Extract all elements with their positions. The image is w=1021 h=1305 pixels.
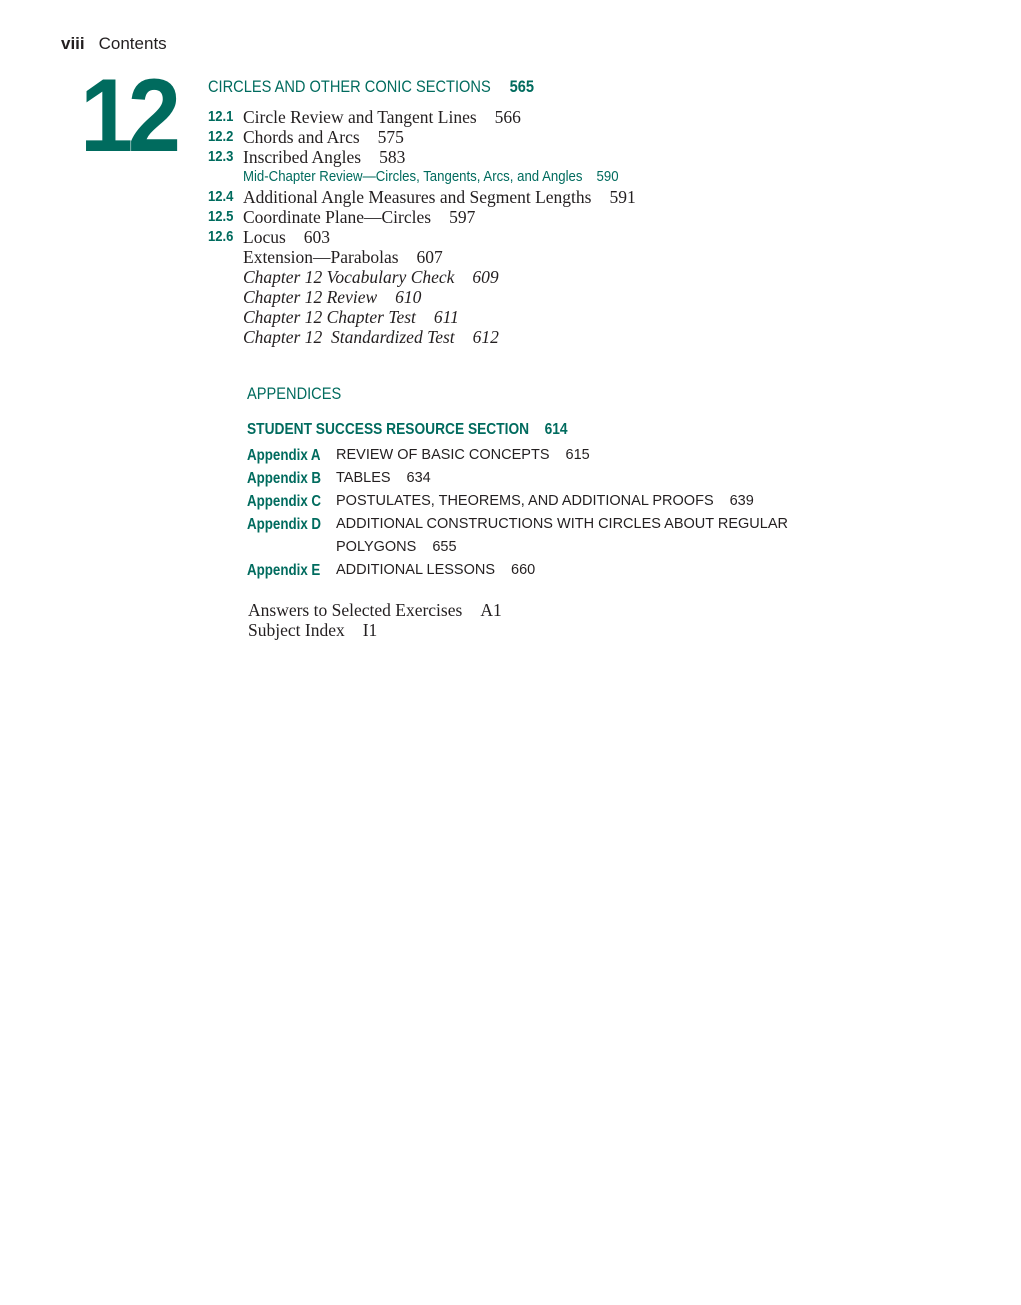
section-number: 12.2 <box>208 129 234 145</box>
extension-title-text: Extension—Parabolas <box>243 247 399 267</box>
backmatter-list <box>248 600 502 640</box>
appendix-title <box>336 559 806 582</box>
section-number: 12.5 <box>208 209 234 225</box>
chapter-test-page: 611 <box>433 307 459 327</box>
running-header <box>61 34 167 54</box>
appendix-title <box>336 467 806 490</box>
mid-chapter-review-title <box>243 167 619 187</box>
backmatter-page: I1 <box>362 620 378 640</box>
appendix-e[interactable] <box>247 559 806 582</box>
chapter-test-text: Chapter 12 Chapter Test <box>243 307 416 327</box>
subject-index[interactable] <box>248 620 502 640</box>
extension-page: 607 <box>416 247 443 267</box>
vocabulary-check-page: 609 <box>472 267 499 287</box>
appendix-title-text: POSTULATES, THEOREMS, AND ADDITIONAL PROOFS <box>336 493 714 509</box>
chapter-title-text: CIRCLES AND OTHER CONIC SECTIONS <box>208 77 491 96</box>
appendix-title-text: ADDITIONAL CONSTRUCTIONS WITH CIRCLES ABOUT REGULAR POLYGONS <box>336 516 788 555</box>
section-page: 591 <box>609 187 636 207</box>
appendix-c[interactable] <box>247 490 806 513</box>
appendices-heading <box>247 384 357 404</box>
section-title <box>243 187 636 207</box>
appendix-title-text: ADDITIONAL LESSONS <box>336 562 496 578</box>
backmatter-title: Subject Index <box>248 620 345 640</box>
backmatter-title: Answers to Selected Exercises <box>248 600 463 620</box>
student-success-resource-heading[interactable] <box>247 421 620 439</box>
vocabulary-check-title <box>243 267 499 287</box>
section-title-text: Inscribed Angles <box>243 147 362 167</box>
chapter-title-page: 565 <box>509 77 535 96</box>
section-number: 12.6 <box>208 229 234 245</box>
appendix-title <box>336 513 806 559</box>
page-folio: viii <box>61 34 85 53</box>
appendix-title-text: REVIEW OF BASIC CONCEPTS <box>336 447 550 463</box>
appendix-page: 639 <box>729 493 754 509</box>
appendix-label: Appendix B <box>247 470 322 487</box>
extension-title <box>243 247 443 267</box>
section-title <box>243 127 404 147</box>
answers-to-selected-exercises[interactable] <box>248 600 502 620</box>
appendix-label: Appendix C <box>247 493 322 510</box>
appendix-page: 655 <box>432 539 457 555</box>
ssr-page: 614 <box>544 421 568 438</box>
section-page: 575 <box>377 127 404 147</box>
appendix-label: Appendix E <box>247 562 321 579</box>
mid-chapter-review-text: Mid-Chapter Review—Circles, Tangents, Arcs, and Angles <box>243 168 583 185</box>
section-title <box>243 107 521 127</box>
appendix-label: Appendix A <box>247 447 321 464</box>
standardized-test-text: Chapter 12 Standardized Test <box>243 327 455 347</box>
standardized-test-page: 612 <box>472 327 499 347</box>
section-title <box>243 147 405 167</box>
appendix-title <box>336 490 806 513</box>
appendix-d[interactable] <box>247 513 806 559</box>
section-title-text: Coordinate Plane—Circles <box>243 207 432 227</box>
section-number: 12.4 <box>208 189 234 205</box>
backmatter-page: A1 <box>480 600 502 620</box>
section-page: 597 <box>449 207 476 227</box>
appendices-heading-text: APPENDICES <box>247 384 342 403</box>
appendix-title <box>336 444 806 467</box>
chapter-review-page: 610 <box>395 287 422 307</box>
section-page: 583 <box>379 147 406 167</box>
appendix-label: Appendix D <box>247 516 322 533</box>
appendix-page: 615 <box>565 447 590 463</box>
section-title-text: Chords and Arcs <box>243 127 360 147</box>
section-number: 12.3 <box>208 149 234 165</box>
section-title-text: Circle Review and Tangent Lines <box>243 107 477 127</box>
appendix-title-text: TABLES <box>336 470 391 486</box>
standardized-test-title <box>243 327 499 347</box>
appendix-list <box>247 444 806 582</box>
chapter-number: 12 <box>80 58 176 174</box>
section-title-text: Additional Angle Measures and Segment Lengths <box>243 187 592 207</box>
chapter-test-title <box>243 307 459 327</box>
mid-chapter-review-page: 590 <box>596 168 619 185</box>
running-header-title: Contents <box>98 34 167 53</box>
appendix-b[interactable] <box>247 467 806 490</box>
appendix-page: 660 <box>511 562 536 578</box>
section-title-text: Locus <box>243 227 286 247</box>
section-number: 12.1 <box>208 109 234 125</box>
ssr-title: STUDENT SUCCESS RESOURCE SECTION <box>247 421 530 438</box>
chapter-review-text: Chapter 12 Review <box>243 287 378 307</box>
appendix-page: 634 <box>406 470 431 486</box>
section-page: 566 <box>494 107 521 127</box>
vocabulary-check-text: Chapter 12 Vocabulary Check <box>243 267 455 287</box>
chapter-title[interactable] <box>208 76 587 98</box>
section-title <box>243 207 475 227</box>
section-page: 603 <box>303 227 331 247</box>
section-title <box>243 227 330 247</box>
appendix-a[interactable] <box>247 444 806 467</box>
chapter-review-title <box>243 287 421 307</box>
